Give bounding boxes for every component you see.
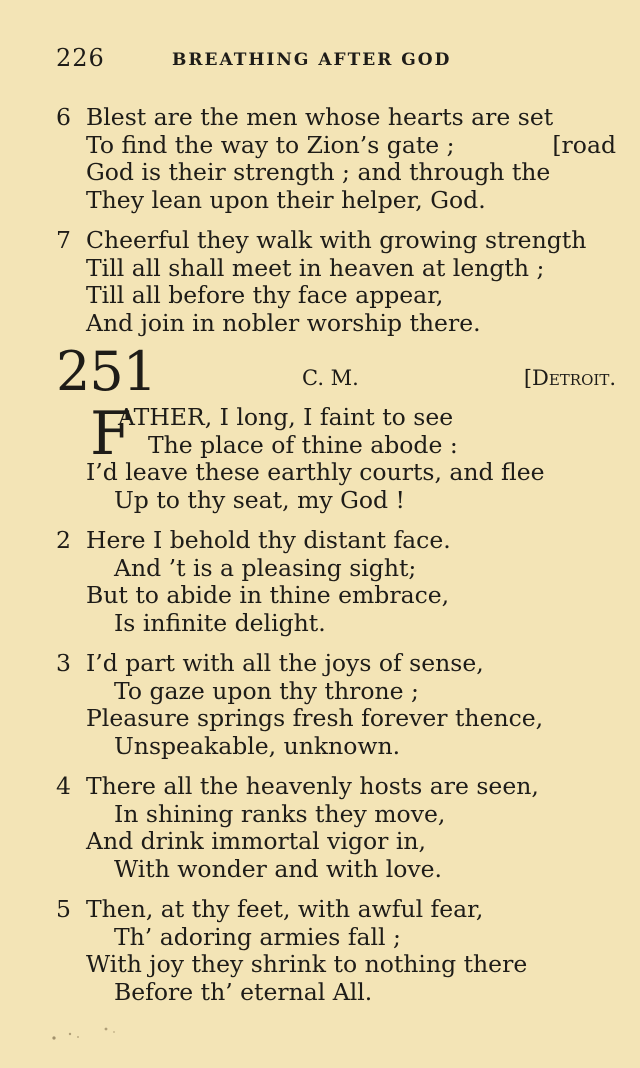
hymn-meter: C. M. — [302, 366, 359, 390]
stanza-number: 7 — [56, 226, 71, 254]
stanza-number: 5 — [56, 895, 71, 923]
stanza-4 — [56, 773, 626, 883]
stanza-line-text: They lean upon their helper, God. — [86, 185, 486, 214]
stanza-line-text: I’d leave these earthly courts, and flee — [86, 458, 545, 486]
stanza-line — [56, 282, 626, 310]
stanza-line-text: But to abide in thine embrace, — [86, 581, 450, 609]
stanza-line-text: And join in nobler worship there. — [86, 308, 481, 337]
page-header — [56, 44, 496, 78]
stanza-line-text: Pleasure springs fresh forever thence, — [86, 704, 544, 732]
stanza-line — [56, 255, 626, 283]
stanza-6 — [56, 104, 626, 214]
stanza-line-text: Up to thy seat, my God ! — [114, 485, 405, 514]
stanza-line-text: To find the way to Zion’s gate ; — [86, 130, 455, 159]
ink-smudge — [48, 1022, 128, 1044]
stanza-line — [56, 487, 626, 515]
stanza-line-text: Till all shall meet in heaven at length ; — [86, 253, 545, 282]
drop-cap: F — [90, 399, 132, 469]
stanza-line — [56, 310, 626, 338]
stanza-line-text: Cheerful they walk with growing strength — [86, 226, 587, 254]
stanza-line — [56, 582, 626, 610]
running-title: BREATHING AFTER GOD — [172, 50, 452, 70]
stanza-line — [56, 132, 626, 160]
stanza-line — [56, 828, 626, 856]
hymn-number: 251 — [56, 340, 157, 403]
stanza-line-text: To gaze upon thy throne ; — [114, 676, 419, 705]
stanza-1 — [56, 399, 626, 514]
stanza-5 — [56, 896, 626, 1006]
stanza-line-text: Till all before thy face appear, — [86, 281, 444, 309]
stanza-line — [56, 924, 626, 952]
stanza-line — [56, 159, 626, 187]
stanza-line-text: God is their strength ; and through the — [86, 158, 551, 186]
stanza-line-text: Is infinite delight. — [114, 608, 326, 637]
stanza-line — [56, 432, 626, 460]
stanza-line-text: Th’ adoring armies fall ; — [114, 922, 401, 951]
stanza-line — [56, 733, 626, 761]
stanza-line — [56, 527, 626, 555]
stanza-line — [56, 773, 626, 801]
stanza-number: 4 — [56, 772, 71, 800]
stanza-line-text: Then, at thy feet, with awful fear, — [86, 895, 484, 923]
stanza-line-text: There all the heavenly hosts are seen, — [86, 772, 539, 800]
stanza-number: 6 — [56, 103, 71, 131]
stanza-line-text: And drink immortal vigor in, — [86, 827, 426, 855]
hymn-tune: [Detroit. — [523, 366, 616, 390]
stanza-number: 2 — [56, 526, 71, 554]
stanza-line — [56, 951, 626, 979]
stanza-line — [56, 896, 626, 924]
stanza-line-text: With joy they shrink to nothing there — [86, 950, 528, 978]
stanza-line — [56, 705, 626, 733]
hymn-heading — [56, 340, 616, 404]
stanza-line — [56, 404, 626, 432]
stanza-line — [56, 979, 626, 1007]
stanza-line — [56, 104, 626, 132]
stanza-line — [56, 856, 626, 884]
stanza-3 — [56, 650, 626, 760]
stanza-line — [56, 187, 626, 215]
stanza-line-text: ATHER, I long, I faint to see — [118, 403, 454, 431]
stanza-line — [56, 459, 626, 487]
stanza-line-text: Unspeakable, unknown. — [114, 731, 401, 760]
stanza-line — [56, 555, 626, 583]
stanza-line — [56, 610, 626, 638]
stanza-line-text: And ’t is a pleasing sight; — [114, 553, 417, 582]
page-number: 226 — [56, 44, 105, 72]
carried-word: [road — [552, 130, 616, 159]
stanza-line — [56, 227, 626, 255]
stanza-line-text: Here I behold thy distant face. — [86, 526, 451, 554]
stanza-2 — [56, 527, 626, 637]
stanza-line — [56, 650, 626, 678]
stanza-line — [56, 678, 626, 706]
stanza-line — [56, 801, 626, 829]
stanza-line-text: With wonder and with love. — [114, 854, 443, 883]
stanza-number: 3 — [56, 649, 71, 677]
stanza-line-text: Blest are the men whose hearts are set — [86, 103, 554, 131]
stanza-line-text: Before th’ eternal All. — [114, 977, 373, 1006]
stanza-line-text: In shining ranks they move, — [114, 799, 446, 828]
stanza-line-text: I’d part with all the joys of sense, — [86, 649, 484, 677]
stanza-7 — [56, 227, 626, 337]
stanza-line-text: The place of thine abode : — [148, 430, 458, 459]
